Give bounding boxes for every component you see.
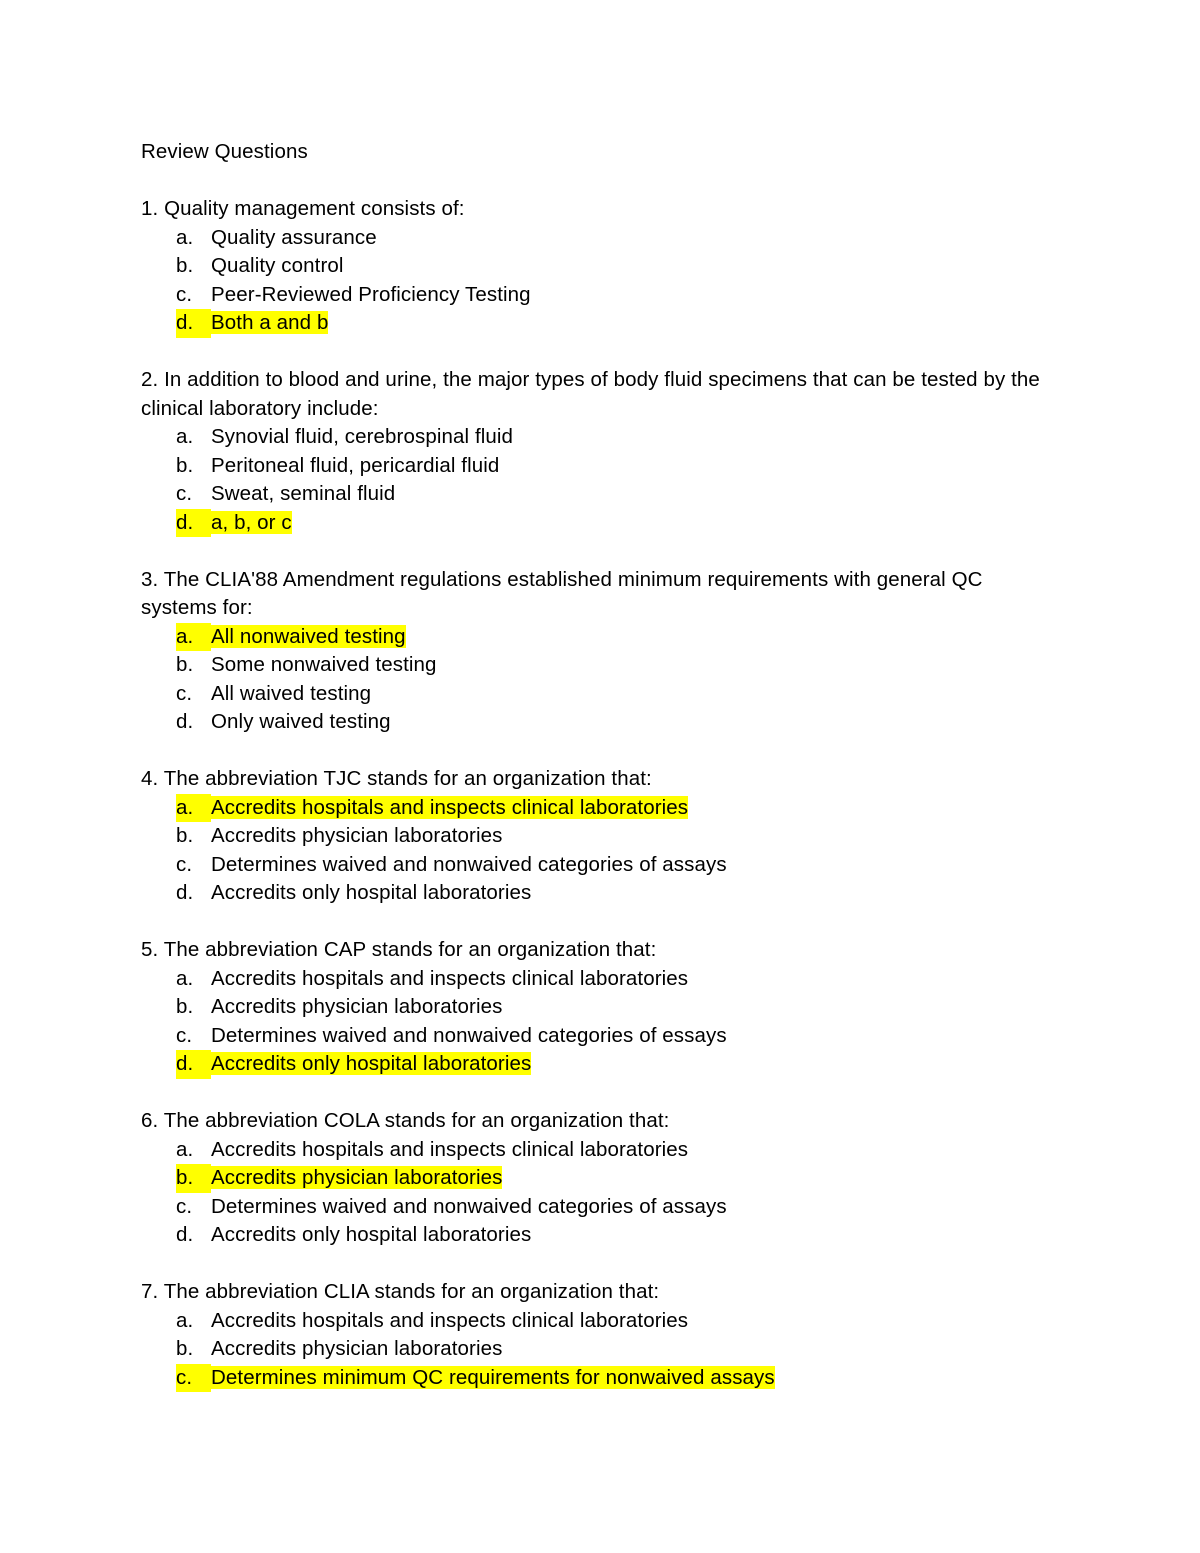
option-text: Accredits hospitals and inspects clinical laboratories xyxy=(211,1137,689,1161)
option-letter: c. xyxy=(176,681,193,705)
question-text: Quality management consists of: xyxy=(164,197,465,220)
option-letter: a. xyxy=(176,794,211,823)
option-text: Quality control xyxy=(211,254,344,277)
option-letter: a. xyxy=(176,425,194,448)
option-text: Determines waived and nonwaived categories of essays xyxy=(211,1023,727,1047)
spacer xyxy=(141,1250,1061,1279)
option-letter: a. xyxy=(176,623,211,652)
answer-option xyxy=(176,1307,1061,1336)
question-stem xyxy=(141,366,1061,423)
option-text: Accredits physician laboratories xyxy=(211,824,503,847)
option-letter: d. xyxy=(176,509,211,538)
question-stem xyxy=(141,765,1061,794)
option-letter: b. xyxy=(176,824,194,847)
answer-option xyxy=(176,1221,1061,1250)
option-text: Accredits only hospital laboratories xyxy=(211,1052,532,1075)
answer-option-correct xyxy=(176,623,1061,652)
question-stem xyxy=(141,936,1061,965)
option-letter: b. xyxy=(176,1164,211,1193)
option-letter: c. xyxy=(176,282,193,306)
option-letter: a. xyxy=(176,1137,194,1161)
spacer xyxy=(141,338,1061,367)
question-1 xyxy=(141,195,1061,366)
option-letter: b. xyxy=(176,653,194,676)
question-3 xyxy=(141,566,1061,766)
answer-option xyxy=(176,252,1061,281)
option-letter: c. xyxy=(176,1023,193,1047)
question-text: The abbreviation CAP stands for an organization that: xyxy=(163,938,657,961)
answer-option-correct xyxy=(176,1364,1061,1393)
option-letter: c. xyxy=(176,1364,211,1393)
answer-option-correct xyxy=(176,1164,1061,1193)
option-text: Accredits hospitals and inspects clinical laboratories xyxy=(211,966,689,990)
question-text: In addition to blood and urine, the major types of body fluid specimens that can be tested by the clinical laboratory include: xyxy=(141,368,1040,420)
question-number: 1. xyxy=(141,197,159,220)
option-text: Accredits physician laboratories xyxy=(211,1337,503,1360)
option-letter: a. xyxy=(176,1308,194,1332)
option-text: Sweat, seminal fluid xyxy=(211,482,396,505)
option-text: Peer-Reviewed Proficiency Testing xyxy=(211,282,531,306)
option-letter: c. xyxy=(176,1194,193,1218)
option-text: Accredits only hospital laboratories xyxy=(211,881,532,904)
option-letter: b. xyxy=(176,995,194,1018)
option-text: Accredits hospitals and inspects clinical laboratories xyxy=(211,795,689,819)
answer-option-correct xyxy=(176,1050,1061,1079)
spacer xyxy=(141,167,1061,196)
question-number: 3. xyxy=(141,567,159,591)
document-title: Review Questions xyxy=(141,140,308,163)
option-text: Only waived testing xyxy=(211,710,391,733)
answer-option xyxy=(176,1335,1061,1364)
option-text: Quality assurance xyxy=(211,225,377,249)
answer-option-correct xyxy=(176,794,1061,823)
option-text: All nonwaived testing xyxy=(211,624,406,648)
spacer xyxy=(141,537,1061,566)
option-letter: d. xyxy=(176,881,194,904)
answer-option xyxy=(176,1193,1061,1222)
option-letter: b. xyxy=(176,254,194,277)
question-text: The CLIA'88 Amendment regulations established minimum requirements with general QC systems for: xyxy=(141,567,983,619)
question-6 xyxy=(141,1107,1061,1278)
answer-options xyxy=(141,224,1061,338)
question-text: The abbreviation CLIA stands for an organization that: xyxy=(163,1280,660,1303)
option-text: Accredits physician laboratories xyxy=(211,1166,503,1189)
answer-option xyxy=(176,423,1061,452)
option-text: Accredits physician laboratories xyxy=(211,995,503,1018)
question-stem xyxy=(141,1107,1061,1136)
option-letter: d. xyxy=(176,309,211,338)
question-text: The abbreviation COLA stands for an organization that: xyxy=(163,1109,670,1132)
option-text: a, b, or c xyxy=(211,510,292,534)
answer-option xyxy=(176,480,1061,509)
answer-options xyxy=(141,623,1061,737)
answer-option-correct xyxy=(176,509,1061,538)
answer-option xyxy=(176,224,1061,253)
question-stem xyxy=(141,1278,1061,1307)
option-text: All waived testing xyxy=(211,681,372,705)
question-stem xyxy=(141,195,1061,224)
answer-options xyxy=(141,965,1061,1079)
spacer xyxy=(141,908,1061,937)
answer-options xyxy=(141,1136,1061,1250)
answer-options xyxy=(141,1307,1061,1393)
answer-option xyxy=(176,1136,1061,1165)
answer-option-correct xyxy=(176,309,1061,338)
option-text: Both a and b xyxy=(211,311,329,334)
option-text: Peritoneal fluid, pericardial fluid xyxy=(211,453,500,477)
answer-option xyxy=(176,680,1061,709)
question-number: 5. xyxy=(141,938,159,961)
option-letter: a. xyxy=(176,966,194,990)
question-text: The abbreviation TJC stands for an organization that: xyxy=(163,767,652,790)
question-number: 6. xyxy=(141,1109,159,1132)
answer-option xyxy=(176,452,1061,481)
option-text: Accredits hospitals and inspects clinical laboratories xyxy=(211,1308,689,1332)
question-number: 4. xyxy=(141,767,159,790)
answer-options xyxy=(141,794,1061,908)
option-text: Some nonwaived testing xyxy=(211,653,437,676)
answer-option xyxy=(176,879,1061,908)
option-text: Accredits only hospital laboratories xyxy=(211,1223,532,1246)
question-number: 7. xyxy=(141,1280,159,1303)
answer-option xyxy=(176,651,1061,680)
option-letter: c. xyxy=(176,482,193,505)
answer-option xyxy=(176,708,1061,737)
answer-option xyxy=(176,1022,1061,1051)
option-letter: b. xyxy=(176,1337,194,1360)
answer-option xyxy=(176,281,1061,310)
question-2 xyxy=(141,366,1061,566)
question-5 xyxy=(141,936,1061,1107)
option-text: Determines waived and nonwaived categories of assays xyxy=(211,852,727,876)
question-list xyxy=(141,195,1061,1392)
answer-option xyxy=(176,965,1061,994)
answer-option xyxy=(176,822,1061,851)
option-text: Determines minimum QC requirements for nonwaived assays xyxy=(211,1365,775,1389)
question-7 xyxy=(141,1278,1061,1392)
document-body xyxy=(141,138,1061,1392)
answer-option xyxy=(176,851,1061,880)
option-letter: c. xyxy=(176,852,193,876)
option-letter: a. xyxy=(176,225,194,249)
option-text: Determines waived and nonwaived categories of assays xyxy=(211,1194,727,1218)
option-letter: d. xyxy=(176,1050,211,1079)
spacer xyxy=(141,737,1061,766)
answer-option xyxy=(176,993,1061,1022)
option-letter: d. xyxy=(176,1223,194,1246)
spacer xyxy=(141,1079,1061,1108)
question-number: 2. xyxy=(141,368,159,391)
option-text: Synovial fluid, cerebrospinal fluid xyxy=(211,425,514,448)
option-letter: d. xyxy=(176,710,194,733)
option-letter: b. xyxy=(176,453,194,477)
question-stem xyxy=(141,566,1061,623)
question-4 xyxy=(141,765,1061,936)
answer-options xyxy=(141,423,1061,537)
